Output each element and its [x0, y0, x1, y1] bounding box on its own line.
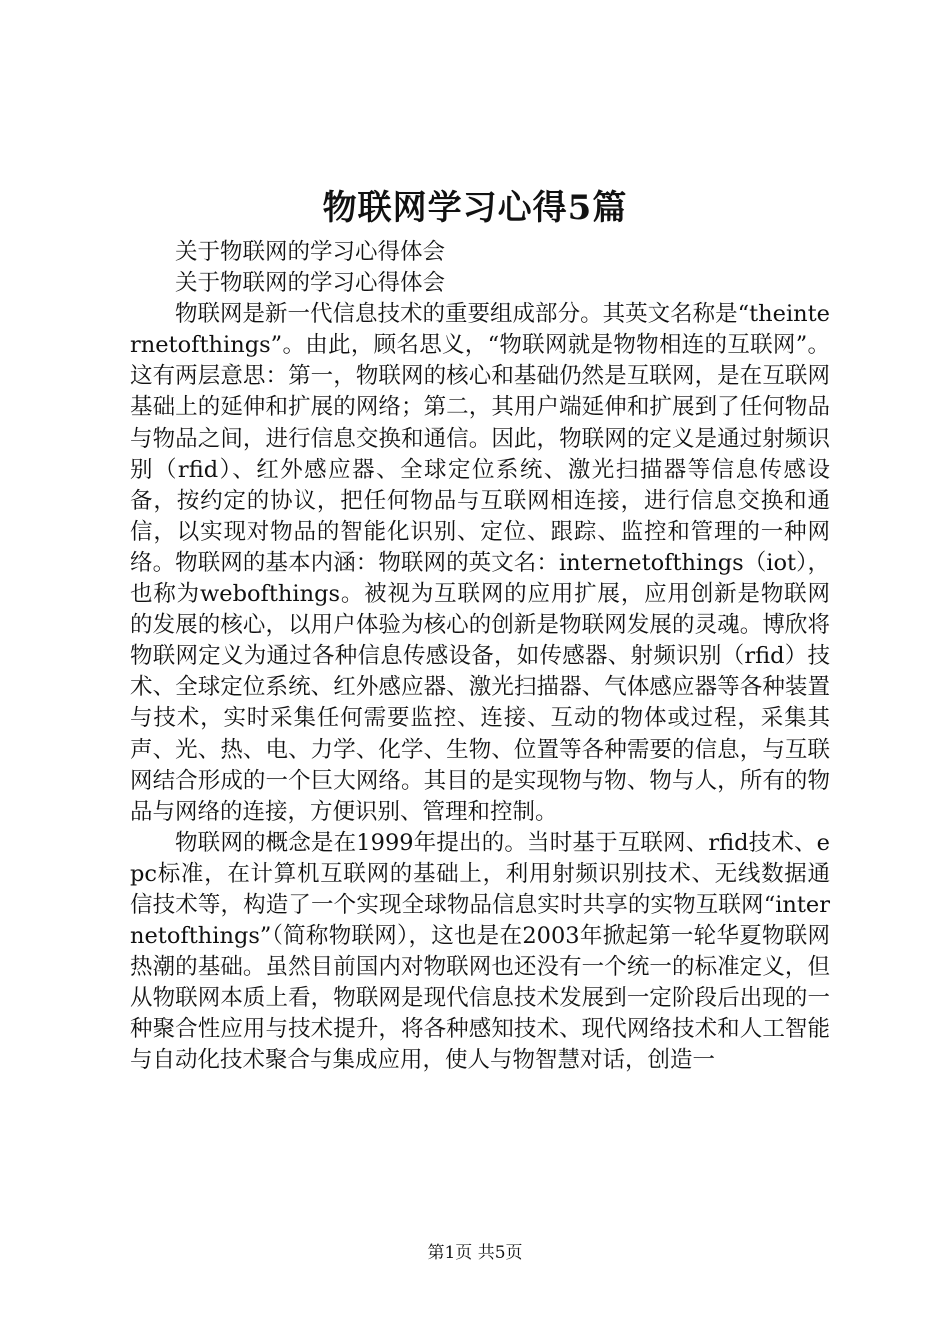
page-footer: 第1页 共5页 — [427, 1243, 523, 1263]
document-body — [130, 237, 830, 1077]
document-title: 物联网学习心得5篇 — [322, 188, 628, 228]
subtitle-paragraph: 关于物联网的学习心得体会 — [175, 239, 446, 265]
body-paragraph: 物联网是新一代信息技术的重要组成部分。其英文名称是“theinternetofthings”。由此，顾名思义，“物联网就是物物相连的互联网”。这有两层意思：第一，物联网的核心和基础仍然是互联网，是在互联网基础上的延伸和扩展的网络；第二，其用户端延伸和扩展到了任何物品与物品之间，进行信息交换和通信。因此，物联网的定义是通过射频识别（rfid）、红外感应器、全球定位系统、激光扫描器等信息传感设备，按约定的协议，把任何物品与互联网相连接，进行信息交换和通信，以实现对物品的智能化识别、定位、跟踪、监控和管理的一种网络。物联网的基本内涵：物联网的英文名：internetofthings（iot），也称为webofthings。被视为互联网的应用扩展，应用创新是物联网的发展的核心，以用户体验为核心的创新是物联网发展的灵魂。博欣将物联网定义为通过各种信息传感设备，如传感器、射频识别（rfid）技术、全球定位系统、红外感应器、激光扫描器、气体感应器等各种装置与技术，实时采集任何需要监控、连接、互动的物体或过程，采集其声、光、热、电、力学、化学、生物、位置等各种需要的信息，与互联网结合形成的一个巨大网络。其目的是实现物与物、物与人，所有的物品与网络的连接，方便识别、管理和控制。 — [130, 301, 830, 825]
subtitle-paragraph: 关于物联网的学习心得体会 — [175, 270, 446, 297]
body-paragraph: 物联网的概念是在1999年提出的。当时基于互联网、rfid技术、epc标准，在计算机互联网的基础上，利用射频识别技术、无线数据通信技术等，构造了一个实现全球物品信息实时共享的实物互联网“internetofthings”（简称物联网），这也是在2003年掀起第一轮华夏物联网热潮的基础。虽然目前国内对物联网也还没有一个统一的标准定义，但从物联网本质上看，物联网是现代信息技术发展到一定阶段后出现的一种聚合性应用与技术提升，将各种感知技术、现代网络技术和人工智能与自动化技术聚合与集成应用，使人与物智慧对话，创造一 — [130, 829, 830, 1074]
